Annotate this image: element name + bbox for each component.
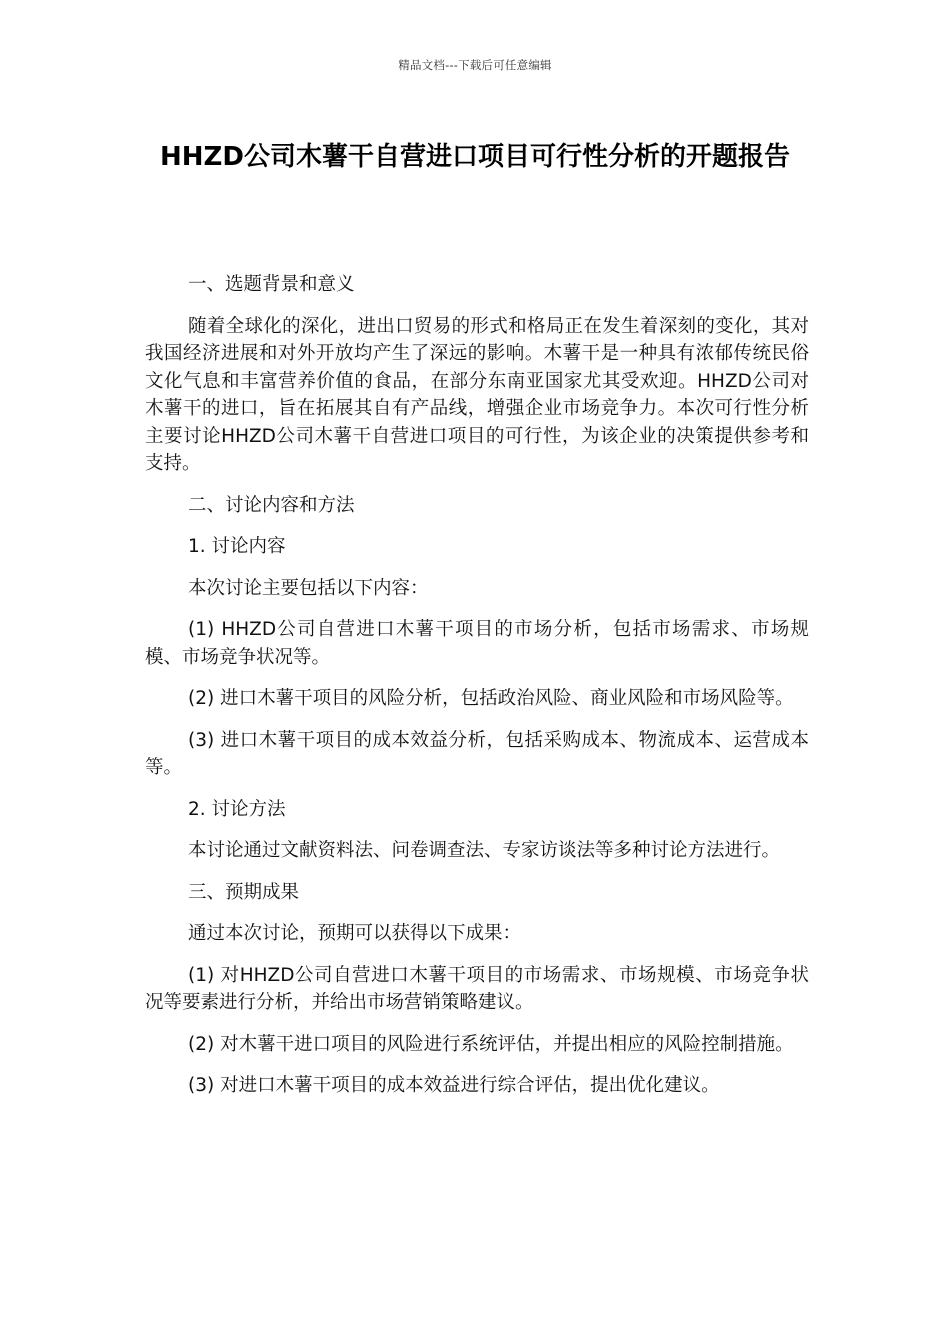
paragraph-method: 本讨论通过文献资料法、问卷调查法、专家访谈法等多种讨论方法进行。: [188, 840, 781, 861]
section-heading-results: 三、预期成果: [188, 881, 300, 903]
section-heading-background: 一、选题背景和意义: [188, 274, 355, 295]
list-item-content-1: (1) HHZD公司自营进口木薯干项目的市场分析，包括市场需求、市场规模、市场竞争状况等。: [145, 619, 809, 668]
document-title: HHZD公司木薯干自营进口项目可行性分析的开题报告: [160, 142, 790, 172]
paragraph-results-intro: 通过本次讨论，预期可以获得以下成果：: [188, 923, 522, 944]
paragraph-content-intro: 本次讨论主要包括以下内容：: [188, 577, 429, 599]
list-item-content-2: (2) 进口木薯干项目的风险分析，包括政治风险、商业风险和市场风险等。: [188, 688, 794, 709]
list-item-results-1: (1) 对HHZD公司自营进口木薯干项目的市场需求、市场规模、市场竞争状况等要素进行分析，并给出市场营销策略建议。: [145, 964, 809, 1013]
subheading-method: 2. 讨论方法: [188, 798, 286, 820]
list-item-results-2: (2) 对木薯干进口项目的风险进行系统评估，并提出相应的风险控制措施。: [188, 1033, 794, 1055]
header-note: 精品文档---下载后可任意编辑: [398, 58, 552, 72]
document-body: [145, 271, 809, 1114]
section-heading-content-method: 二、讨论内容和方法: [188, 494, 355, 516]
list-item-content-3: (3) 进口木薯干项目的成本效益分析，包括采购成本、物流成本、运营成本等。: [145, 729, 809, 778]
paragraph-background: 随着全球化的深化，进出口贸易的形式和格局正在发生着深刻的变化，其对我国经济进展和对外开放均产生了深远的影响。木薯干是一种具有浓郁传统民俗文化气息和丰富营养价值的食品，在部分东南亚国家尤其受欢迎。HHZD公司对木薯干的进口，旨在拓展其自有产品线，增强企业市场竞争力。本次可行性分析主要讨论HHZD公司木薯干自营进口项目的可行性，为该企业的决策提供参考和支持。: [145, 315, 809, 474]
subheading-content: 1. 讨论内容: [188, 536, 286, 557]
list-item-results-3: (3) 对进口木薯干项目的成本效益进行综合评估，提出优化建议。: [188, 1075, 720, 1096]
